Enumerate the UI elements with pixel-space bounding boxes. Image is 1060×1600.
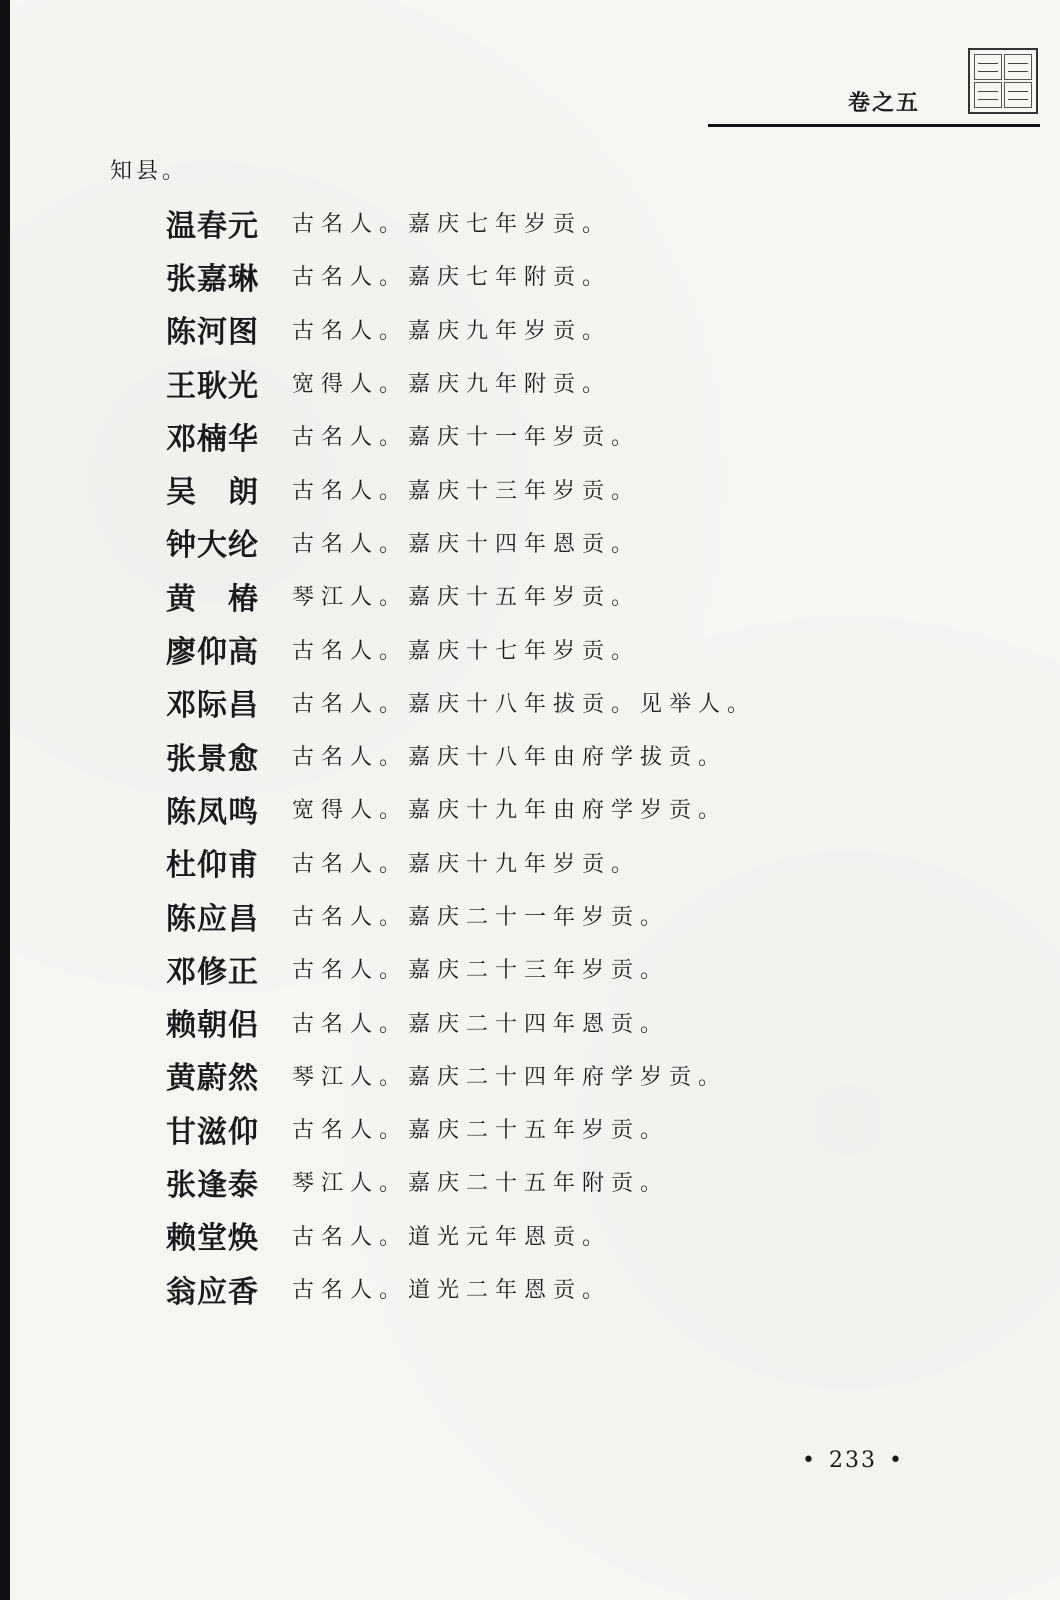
entry-description: 古名人。嘉庆十八年拔贡。见举人。 [292,691,757,717]
list-item [166,1049,866,1102]
entry-description: 古名人。嘉庆七年岁贡。 [292,212,612,238]
scan-edge [0,0,10,1600]
entry-name: 温春元 [166,208,259,244]
list-item [166,356,866,409]
entry-description: 古名人。嘉庆二十一年岁贡。 [292,905,670,930]
entry-name: 邓楠华 [166,421,259,457]
seal-logo [968,48,1038,114]
entry-description: 古名人。嘉庆十九年岁贡。 [292,851,641,877]
entry-name: 赖朝侣 [166,1008,259,1044]
entry-name: 甘滋仰 [166,1114,259,1150]
entry-description: 古名人。嘉庆十三年岁贡。 [292,478,641,504]
list-item [166,196,866,249]
list-item [166,729,866,782]
entry-name: 王耿光 [166,368,259,404]
list-item [166,1262,866,1315]
list-item [166,409,866,462]
list-item [166,462,866,515]
entry-description: 古名人。嘉庆九年岁贡。 [292,318,612,344]
entry-name: 陈河图 [166,315,259,351]
entry-description: 古名人。道光元年恩贡。 [292,1224,612,1250]
entry-name: 吴 朗 [166,475,259,511]
entry-description: 琴江人。嘉庆十五年岁贡。 [292,585,641,611]
chapter-header: 卷之五 [847,91,920,116]
page-number: • 233 • [802,1448,904,1473]
entry-name: 翁应香 [166,1274,259,1310]
list-item [166,303,866,356]
entry-name: 黄 椿 [166,581,259,617]
list-item [166,249,866,302]
entry-description: 古名人。道光二年恩贡。 [292,1278,612,1304]
list-item [166,889,866,942]
entry-name: 黄蔚然 [166,1061,259,1097]
entry-name: 赖堂焕 [166,1221,259,1257]
list-item [166,1102,866,1155]
entry-description: 古名人。嘉庆二十四年恩贡。 [292,1011,670,1037]
entry-name: 廖仰高 [166,635,259,671]
entry-name: 杜仰甫 [166,848,259,884]
list-item [166,676,866,729]
entry-name: 张嘉琳 [166,261,259,297]
entry-description: 古名人。嘉庆十一年岁贡。 [292,425,641,451]
entry-name: 陈凤鸣 [166,794,259,830]
entry-name: 钟大纶 [166,528,259,564]
list-item [166,569,866,622]
entry-description: 古名人。嘉庆二十三年岁贡。 [292,958,670,984]
header-rule [708,124,1040,127]
entry-name: 邓修正 [166,954,259,990]
entry-description: 琴江人。嘉庆二十四年府学岁贡。 [292,1064,728,1090]
list-item [166,995,866,1048]
entry-description: 古名人。嘉庆二十五年岁贡。 [292,1118,670,1144]
entry-name: 陈应昌 [166,901,259,937]
entry-description: 古名人。嘉庆十八年由府学拔贡。 [292,745,728,771]
page-number-dot-right: • [888,1448,904,1473]
list-item [166,836,866,889]
entry-description: 古名人。嘉庆十四年恩贡。 [292,531,641,557]
entry-name: 邓际昌 [166,688,259,724]
entry-name: 张逢泰 [166,1167,259,1203]
entry-description: 宽得人。嘉庆九年附贡。 [292,372,612,398]
list-item [166,1209,866,1262]
intro-text: 知县。 [110,159,189,184]
list-item [166,622,866,675]
entry-list [166,196,866,1315]
entry-description: 古名人。嘉庆七年附贡。 [292,265,612,291]
entry-name: 张景愈 [166,741,259,777]
list-item [166,782,866,835]
entry-description: 琴江人。嘉庆二十五年附贡。 [292,1171,670,1197]
page-number-dot-left: • [802,1448,817,1473]
list-item [166,1155,866,1208]
list-item [166,942,866,995]
entry-description: 古名人。嘉庆十七年岁贡。 [292,638,641,664]
list-item [166,516,866,569]
entry-description: 宽得人。嘉庆十九年由府学岁贡。 [292,798,728,824]
